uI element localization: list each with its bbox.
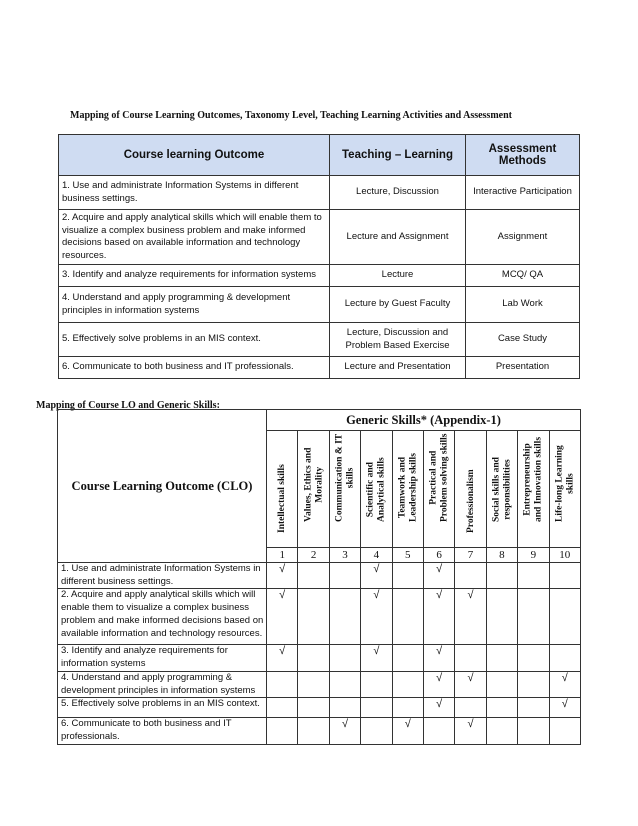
skill-mark-cell: √: [423, 563, 454, 589]
skill-mark-cell: [455, 645, 486, 671]
skill-mark-cell: [361, 698, 392, 718]
skill-mark-cell: [329, 645, 360, 671]
skill-mark-cell: [549, 718, 580, 744]
skill-number: 6: [423, 548, 454, 563]
skill-mark-cell: √: [423, 589, 454, 645]
table-row: [59, 265, 580, 287]
skill-header-10: [549, 431, 580, 548]
outcome-cell: 5. Effectively solve problems in an MIS context.: [59, 323, 330, 357]
header-course-learning-outcome: Course learning Outcome: [59, 135, 330, 176]
skill-mark-cell: [455, 563, 486, 589]
table-row: [58, 589, 581, 645]
clo-outcome-cell: 1. Use and administrate Information Systems in different business settings.: [58, 563, 267, 589]
generic-skills-header: Generic Skills* (Appendix-1): [267, 410, 581, 431]
outcome-cell: 6. Communicate to both business and IT professionals.: [59, 357, 330, 379]
skill-mark-cell: [486, 671, 517, 697]
skill-number: 10: [549, 548, 580, 563]
skill-mark-cell: [298, 563, 329, 589]
skill-mark-cell: [267, 718, 298, 744]
assessment-cell: MCQ/ QA: [466, 265, 580, 287]
skill-mark-cell: [518, 698, 549, 718]
skill-mark-cell: [549, 563, 580, 589]
skill-mark-cell: [298, 671, 329, 697]
clo-header: Course Learning Outcome (CLO): [58, 410, 267, 563]
skill-header-3: [329, 431, 360, 548]
table-row: [59, 287, 580, 323]
skill-mark-cell: √: [455, 589, 486, 645]
teaching-cell: Lecture: [330, 265, 466, 287]
table-row: [58, 698, 581, 718]
table-row: [58, 671, 581, 697]
skill-mark-cell: [486, 718, 517, 744]
table-row: [59, 176, 580, 210]
skill-mark-cell: [392, 698, 423, 718]
skill-mark-cell: √: [549, 671, 580, 697]
skill-mark-cell: [486, 589, 517, 645]
clo-outcome-cell: 3. Identify and analyze requirements for information systems: [58, 645, 267, 671]
skill-label: Intellectual skills: [276, 463, 287, 533]
skill-mark-cell: [486, 563, 517, 589]
skill-mark-cell: [329, 698, 360, 718]
skill-mark-cell: [392, 671, 423, 697]
skill-mark-cell: [298, 589, 329, 645]
header-assessment-methods: Assessment Methods: [466, 135, 580, 176]
skill-mark-cell: [518, 645, 549, 671]
table-header-row: [59, 135, 580, 176]
skill-header-9: [518, 431, 549, 548]
assessment-cell: Presentation: [466, 357, 580, 379]
skill-mark-cell: √: [267, 645, 298, 671]
teaching-cell: Lecture and Presentation: [330, 357, 466, 379]
skill-mark-cell: √: [455, 671, 486, 697]
skill-mark-cell: [298, 718, 329, 744]
skill-mark-cell: [518, 718, 549, 744]
skill-mark-cell: [329, 563, 360, 589]
skill-number: 7: [455, 548, 486, 563]
skill-mark-cell: √: [549, 698, 580, 718]
skill-header-2: [298, 431, 329, 548]
skill-mark-cell: [392, 563, 423, 589]
skill-mark-cell: √: [361, 563, 392, 589]
skill-mark-cell: √: [423, 698, 454, 718]
skill-mark-cell: √: [455, 718, 486, 744]
skill-mark-cell: [361, 718, 392, 744]
skill-label: Values, Ethics and Morality: [303, 447, 324, 522]
skill-mark-cell: √: [423, 645, 454, 671]
skill-number: 1: [267, 548, 298, 563]
clo-outcome-cell: 6. Communicate to both business and IT professionals.: [58, 718, 267, 744]
assessment-cell: Interactive Participation: [466, 176, 580, 210]
skill-mark-cell: √: [267, 563, 298, 589]
skill-mark-cell: √: [267, 589, 298, 645]
outcome-cell: 2. Acquire and apply analytical skills which will enable them to visualize a complex business problem and make informed decisions based on available information and technology resources.: [59, 210, 330, 265]
skill-label: Teamwork and Leadership skills: [397, 453, 418, 522]
teaching-cell: Lecture by Guest Faculty: [330, 287, 466, 323]
clo-generic-skills-table: [57, 409, 581, 745]
skill-mark-cell: [329, 671, 360, 697]
skill-mark-cell: [549, 589, 580, 645]
teaching-cell: Lecture, Discussion: [330, 176, 466, 210]
skill-label: Practical and Problem solving skills: [428, 433, 450, 522]
skill-label: Entrepreneurship and Innovation skills: [522, 436, 544, 522]
generic-skills-heading: Mapping of Course LO and Generic Skills:: [36, 400, 220, 411]
skill-mark-cell: [392, 645, 423, 671]
skill-header-6: [423, 431, 454, 548]
skill-mark-cell: [518, 563, 549, 589]
skill-number: 5: [392, 548, 423, 563]
skill-mark-cell: [329, 589, 360, 645]
table-row: [58, 645, 581, 671]
skill-label: Life-long Learning skills: [554, 445, 575, 522]
outcome-cell: 3. Identify and analyze requirements for information systems: [59, 265, 330, 287]
skill-mark-cell: [455, 698, 486, 718]
skill-number: 9: [518, 548, 549, 563]
skill-label: Professionalism: [465, 468, 476, 533]
clo-teaching-assessment-table: [58, 134, 580, 379]
skill-mark-cell: [486, 645, 517, 671]
clo-outcome-cell: 2. Acquire and apply analytical skills which will enable them to visualize a complex business problem and make informed decisions based on available information and technology resources.: [58, 589, 267, 645]
skill-mark-cell: [486, 698, 517, 718]
clo-outcome-cell: 4. Understand and apply programming & development principles in information systems: [58, 671, 267, 697]
skill-mark-cell: [298, 645, 329, 671]
table-row: [58, 563, 581, 589]
skill-number: 8: [486, 548, 517, 563]
skill-label: Scientific and Analytical skills: [365, 457, 387, 522]
skill-mark-cell: √: [361, 645, 392, 671]
header-teaching-learning: Teaching – Learning: [330, 135, 466, 176]
skill-mark-cell: √: [361, 589, 392, 645]
skill-number: 2: [298, 548, 329, 563]
skill-header-8: [486, 431, 517, 548]
skill-mark-cell: [298, 698, 329, 718]
table-row: [58, 718, 581, 744]
skill-number: 4: [361, 548, 392, 563]
skill-label: Social skills and responsibilities: [491, 457, 512, 522]
table-row: [59, 210, 580, 265]
skill-header-5: [392, 431, 423, 548]
teaching-cell: Lecture, Discussion and Problem Based Exercise: [330, 323, 466, 357]
skill-mark-cell: √: [423, 671, 454, 697]
assessment-cell: Case Study: [466, 323, 580, 357]
skill-mark-cell: [392, 589, 423, 645]
skill-mark-cell: [267, 671, 298, 697]
skill-mark-cell: [267, 698, 298, 718]
outcome-cell: 1. Use and administrate Information Systems in different business settings.: [59, 176, 330, 210]
skill-mark-cell: [549, 645, 580, 671]
skill-mark-cell: √: [392, 718, 423, 744]
skill-mark-cell: [518, 589, 549, 645]
table-row: [59, 323, 580, 357]
clo-outcome-cell: 5. Effectively solve problems in an MIS context.: [58, 698, 267, 718]
skill-label: Communication & IT skills: [334, 433, 355, 522]
skill-header-4: [361, 431, 392, 548]
skill-number: 3: [329, 548, 360, 563]
table-row: [59, 357, 580, 379]
mapping-heading: Mapping of Course Learning Outcomes, Taxonomy Level, Teaching Learning Activities and Assessment: [70, 110, 512, 121]
skill-header-1: [267, 431, 298, 548]
assessment-cell: Lab Work: [466, 287, 580, 323]
skill-mark-cell: [361, 671, 392, 697]
outcome-cell: 4. Understand and apply programming & development principles in information systems: [59, 287, 330, 323]
teaching-cell: Lecture and Assignment: [330, 210, 466, 265]
skill-header-7: [455, 431, 486, 548]
skill-mark-cell: [518, 671, 549, 697]
assessment-cell: Assignment: [466, 210, 580, 265]
skill-mark-cell: [423, 718, 454, 744]
skill-mark-cell: √: [329, 718, 360, 744]
